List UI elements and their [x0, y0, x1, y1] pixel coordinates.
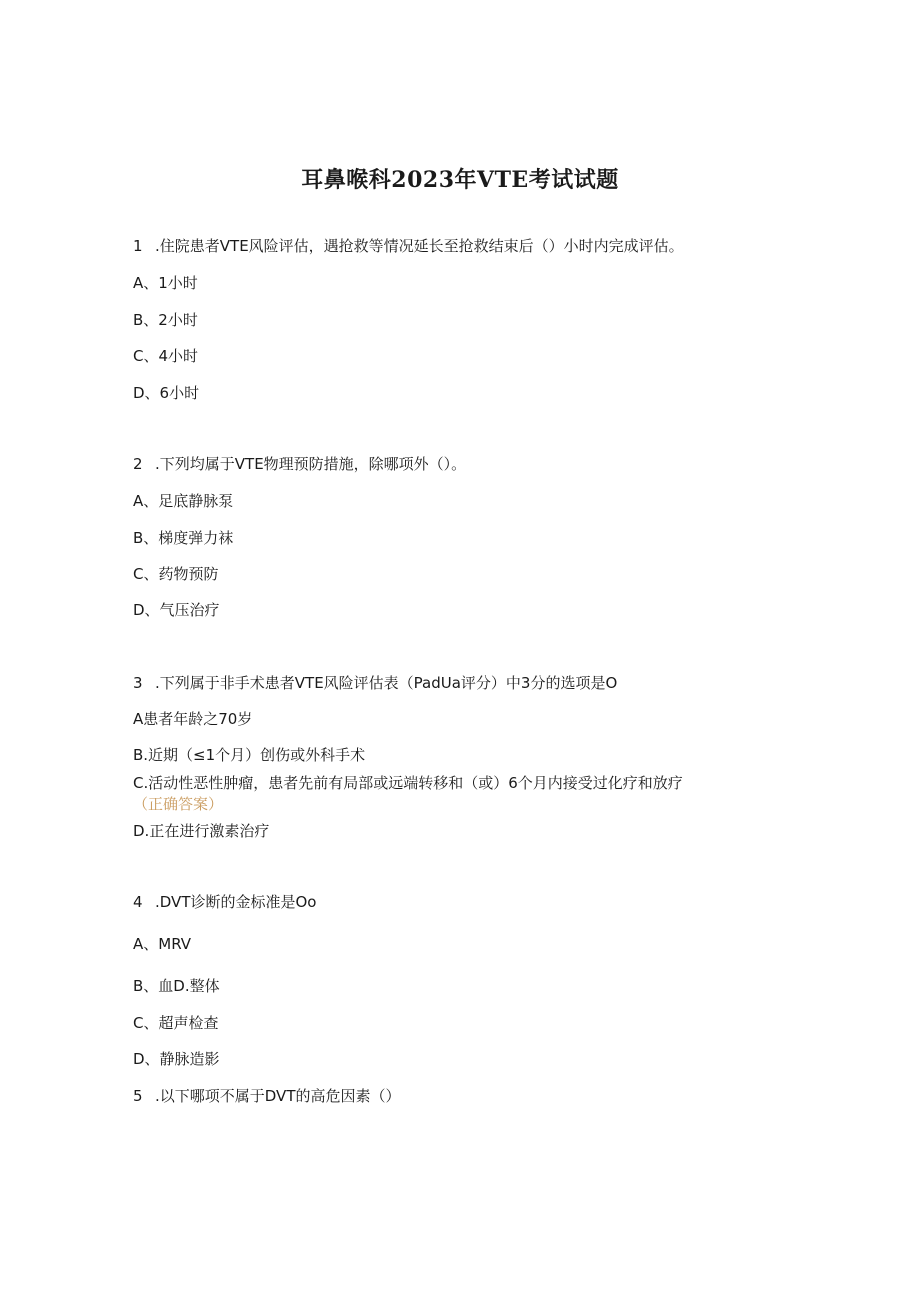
question-2: [133, 454, 466, 474]
option-4d: D、静脉造影: [133, 1050, 220, 1068]
option-2c: C、药物预防: [133, 565, 219, 583]
question-text: .住院患者VTE风险评估，遇抢救等情况延长至抢救结束后（）小时内完成评估。: [155, 237, 684, 255]
option-4a: A、MRV: [133, 935, 192, 953]
question-number: 2: [133, 455, 143, 473]
option-1a: A、1小时: [133, 274, 198, 292]
question-3: [133, 673, 617, 693]
option-3b: B.近期（≤1个月）创伤或外科手术: [133, 746, 366, 764]
question-text: .以下哪项不属于DVT的高危因素（）: [155, 1087, 401, 1105]
option-2d: D、气压治疗: [133, 601, 220, 619]
option-1d: D、6小时: [133, 384, 200, 402]
question-text: .DVT诊断的金标准是Oo: [155, 893, 317, 911]
document-title: 耳鼻喉科2023年VTE考试试题: [301, 167, 619, 193]
option-1c: C、4小时: [133, 347, 199, 365]
option-4b: B、血D.整体: [133, 977, 220, 995]
correct-answer-tag: （正确答案）: [133, 795, 224, 813]
question-5: [133, 1086, 400, 1106]
question-number: 1: [133, 237, 143, 255]
question-number: 5: [133, 1087, 143, 1105]
option-4c: C、超声检查: [133, 1014, 219, 1032]
option-3d: D.正在进行激素治疗: [133, 822, 270, 840]
option-3a: A患者年龄之70岁: [133, 710, 253, 728]
option-1b: B、2小时: [133, 311, 198, 329]
option-2b: B、梯度弹力袜: [133, 529, 234, 547]
option-3c: C.活动性恶性肿瘤，患者先前有局部或远端转移和（或）6个月内接受过化疗和放疗: [133, 774, 683, 792]
question-number: 4: [133, 893, 143, 911]
question-text: .下列属于非手术患者VTE风险评估表（PadUa评分）中3分的选项是O: [155, 674, 618, 692]
question-4: [133, 892, 316, 912]
question-text: .下列均属于VTE物理预防措施，除哪项外（）。: [155, 455, 467, 473]
question-1: [133, 236, 684, 256]
option-2a: A、足底静脉泵: [133, 492, 234, 510]
question-number: 3: [133, 674, 143, 692]
